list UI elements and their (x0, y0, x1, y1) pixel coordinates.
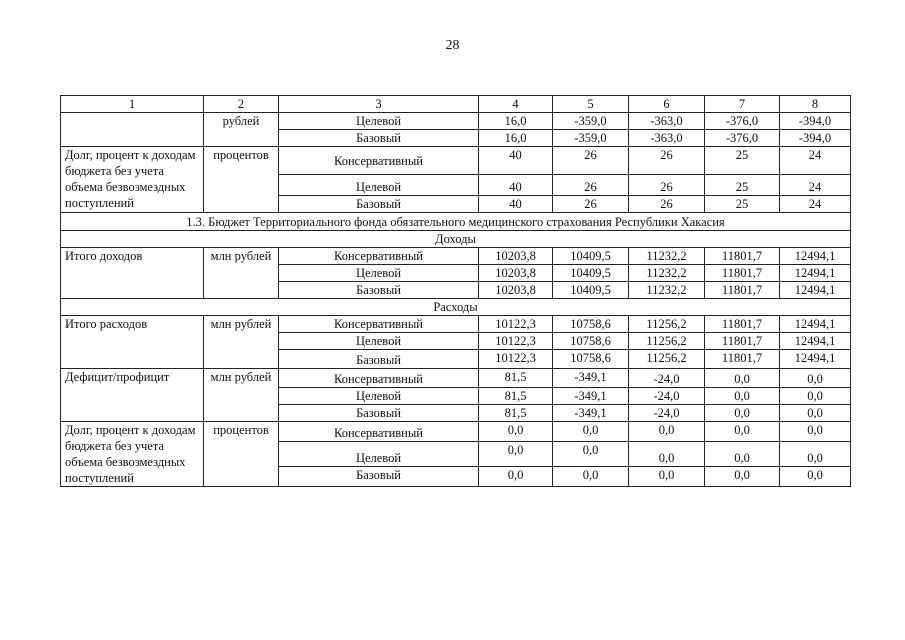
table-row (61, 316, 851, 333)
value-cell: -24,0 (629, 388, 705, 405)
scenario-cell: Консервативный (279, 248, 479, 265)
table-header-row (61, 96, 851, 113)
value-cell: 16,0 (479, 130, 553, 147)
scenario-cell: Консервативный (279, 422, 479, 442)
unit-cell: млн рублей (204, 369, 279, 422)
header-cell: 7 (705, 96, 780, 113)
value-cell: -376,0 (705, 130, 780, 147)
table-row (61, 147, 851, 175)
value-cell: 26 (553, 147, 629, 175)
unit-cell: млн рублей (204, 316, 279, 369)
value-cell: 12494,1 (780, 333, 851, 350)
value-cell: 0,0 (553, 467, 629, 487)
table-row (61, 248, 851, 265)
value-cell: 24 (780, 175, 851, 196)
value-cell: 10409,5 (553, 248, 629, 265)
indicator-cell: Дефицит/профицит (61, 369, 204, 422)
section-title: 1.3. Бюджет Территориального фонда обязательного медицинского страхования Республики Хакасия (61, 213, 851, 231)
value-cell: 12494,1 (780, 350, 851, 369)
value-cell: -359,0 (553, 130, 629, 147)
value-cell: 10758,6 (553, 333, 629, 350)
scenario-cell: Целевой (279, 333, 479, 350)
scenario-cell: Целевой (279, 442, 479, 467)
scenario-cell: Базовый (279, 196, 479, 213)
header-cell: 8 (780, 96, 851, 113)
value-cell: -376,0 (705, 113, 780, 130)
value-cell: 0,0 (629, 442, 705, 467)
value-cell: 40 (479, 196, 553, 213)
indicator-cell: Долг, процент к доходам бюджета без учета объема безвозмездных поступлений (61, 147, 204, 213)
value-cell: 10409,5 (553, 265, 629, 282)
value-cell: -363,0 (629, 113, 705, 130)
value-cell: 0,0 (553, 442, 629, 467)
value-cell: 40 (479, 175, 553, 196)
value-cell: 81,5 (479, 388, 553, 405)
value-cell: 11801,7 (705, 316, 780, 333)
scenario-cell: Консервативный (279, 369, 479, 388)
value-cell: 0,0 (705, 369, 780, 388)
scenario-cell: Базовый (279, 405, 479, 422)
value-cell: 11801,7 (705, 248, 780, 265)
value-cell: 25 (705, 196, 780, 213)
value-cell: 12494,1 (780, 265, 851, 282)
subsection-title-row (61, 299, 851, 316)
scenario-cell: Базовый (279, 282, 479, 299)
value-cell: 0,0 (705, 388, 780, 405)
value-cell: 10203,8 (479, 282, 553, 299)
page-number: 28 (445, 38, 460, 53)
budget-table (60, 95, 851, 487)
value-cell: 0,0 (479, 467, 553, 487)
scenario-cell: Консервативный (279, 316, 479, 333)
income-title: Доходы (61, 231, 851, 248)
value-cell: 40 (479, 147, 553, 175)
value-cell: 12494,1 (780, 316, 851, 333)
value-cell: -349,1 (553, 405, 629, 422)
value-cell: 11232,2 (629, 282, 705, 299)
value-cell: 0,0 (553, 422, 629, 442)
value-cell: -349,1 (553, 369, 629, 388)
value-cell: 0,0 (780, 422, 851, 442)
value-cell: 10758,6 (553, 316, 629, 333)
value-cell: 0,0 (780, 405, 851, 422)
indicator-cell: Итого расходов (61, 316, 204, 369)
value-cell: 0,0 (705, 422, 780, 442)
header-cell: 5 (553, 96, 629, 113)
scenario-cell: Целевой (279, 388, 479, 405)
value-cell: -349,1 (553, 388, 629, 405)
value-cell: 10758,6 (553, 350, 629, 369)
value-cell: -394,0 (780, 113, 851, 130)
scenario-cell: Целевой (279, 175, 479, 196)
value-cell: 26 (553, 175, 629, 196)
value-cell: 0,0 (629, 467, 705, 487)
indicator-cell: Долг, процент к доходам бюджета без учета объема безвозмездных поступлений (61, 422, 204, 487)
expense-title: Расходы (61, 299, 851, 316)
value-cell: 0,0 (780, 467, 851, 487)
value-cell: 0,0 (705, 442, 780, 467)
value-cell: 0,0 (780, 442, 851, 467)
scenario-cell: Базовый (279, 130, 479, 147)
value-cell: 24 (780, 147, 851, 175)
table-row (61, 422, 851, 442)
value-cell: 26 (553, 196, 629, 213)
unit-cell: млн рублей (204, 248, 279, 299)
value-cell: 11256,2 (629, 333, 705, 350)
header-cell: 1 (61, 96, 204, 113)
value-cell: 0,0 (705, 405, 780, 422)
value-cell: 10122,3 (479, 316, 553, 333)
value-cell: -24,0 (629, 405, 705, 422)
value-cell: -359,0 (553, 113, 629, 130)
section-title-row (61, 213, 851, 231)
value-cell: 11232,2 (629, 248, 705, 265)
value-cell: 25 (705, 175, 780, 196)
value-cell: 11801,7 (705, 282, 780, 299)
scenario-cell: Целевой (279, 113, 479, 130)
value-cell: 11801,7 (705, 350, 780, 369)
scenario-cell: Консервативный (279, 147, 479, 175)
header-cell: 3 (279, 96, 479, 113)
value-cell: 25 (705, 147, 780, 175)
value-cell: 81,5 (479, 369, 553, 388)
value-cell: 16,0 (479, 113, 553, 130)
value-cell: 12494,1 (780, 248, 851, 265)
value-cell: -24,0 (629, 369, 705, 388)
value-cell: 10203,8 (479, 265, 553, 282)
value-cell: 10122,3 (479, 333, 553, 350)
value-cell: 26 (629, 175, 705, 196)
subsection-title-row (61, 231, 851, 248)
value-cell: 0,0 (479, 422, 553, 442)
value-cell: 81,5 (479, 405, 553, 422)
unit-cell: процентов (204, 147, 279, 213)
value-cell: 0,0 (629, 422, 705, 442)
value-cell: 0,0 (705, 467, 780, 487)
value-cell: 0,0 (780, 369, 851, 388)
scenario-cell: Базовый (279, 350, 479, 369)
value-cell: 24 (780, 196, 851, 213)
scenario-cell: Базовый (279, 467, 479, 487)
value-cell: 11801,7 (705, 265, 780, 282)
value-cell: 11256,2 (629, 350, 705, 369)
table-row (61, 369, 851, 388)
header-cell: 6 (629, 96, 705, 113)
header-cell: 4 (479, 96, 553, 113)
value-cell: 12494,1 (780, 282, 851, 299)
value-cell: 11232,2 (629, 265, 705, 282)
value-cell: 10203,8 (479, 248, 553, 265)
value-cell: 0,0 (479, 442, 553, 467)
unit-cell: рублей (204, 113, 279, 147)
scenario-cell: Целевой (279, 265, 479, 282)
value-cell: 11256,2 (629, 316, 705, 333)
value-cell: 0,0 (780, 388, 851, 405)
value-cell: -394,0 (780, 130, 851, 147)
table-row (61, 113, 851, 130)
value-cell: 10122,3 (479, 350, 553, 369)
value-cell: 11801,7 (705, 333, 780, 350)
header-cell: 2 (204, 96, 279, 113)
indicator-cell: Итого доходов (61, 248, 204, 299)
value-cell: -363,0 (629, 130, 705, 147)
unit-cell: процентов (204, 422, 279, 487)
value-cell: 26 (629, 196, 705, 213)
indicator-cell (61, 113, 204, 147)
value-cell: 26 (629, 147, 705, 175)
value-cell: 10409,5 (553, 282, 629, 299)
